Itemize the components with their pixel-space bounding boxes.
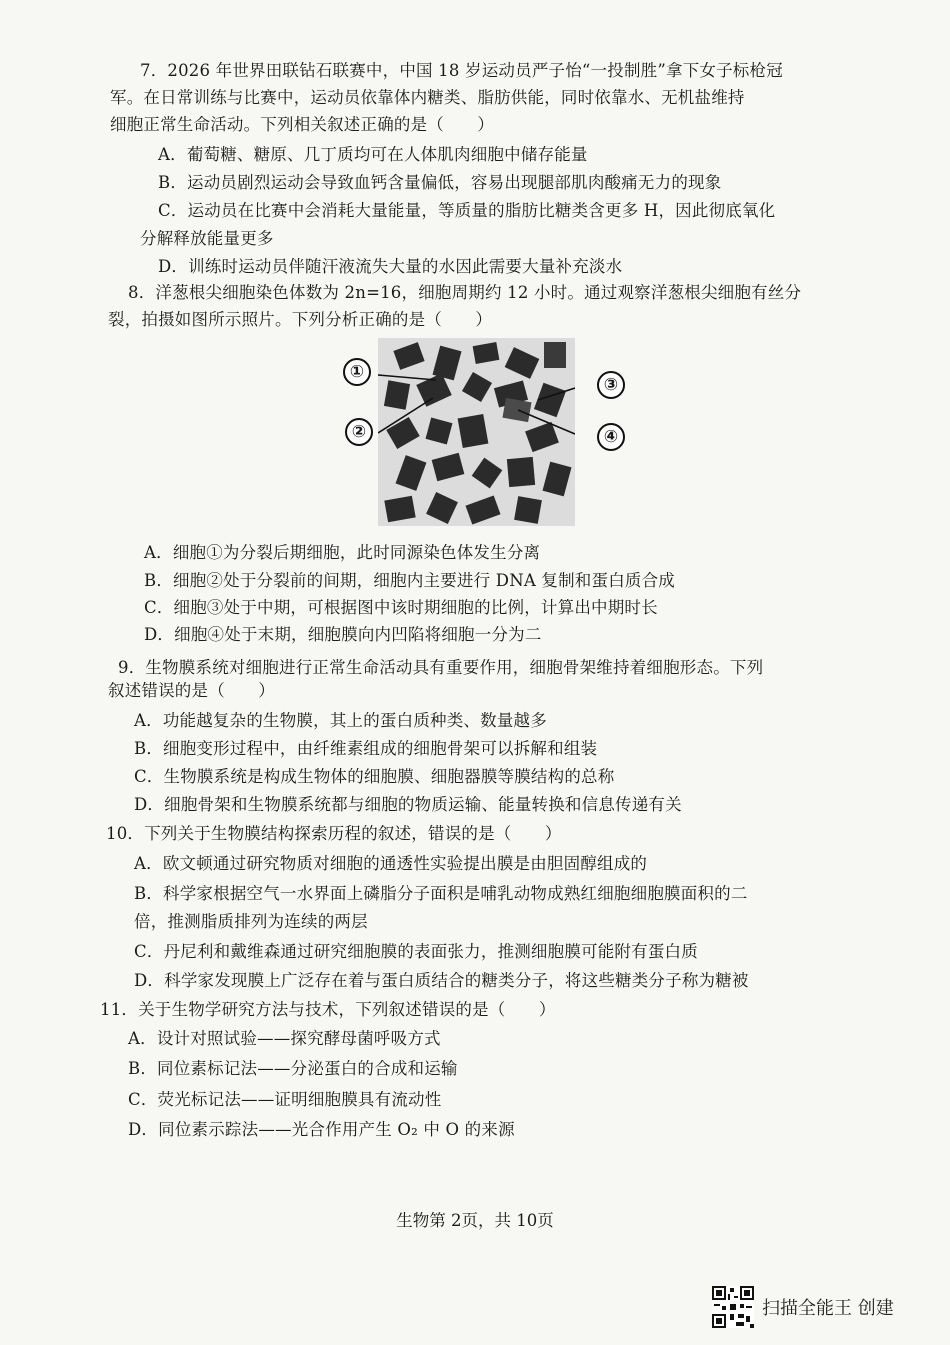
- q8-option-c: C．细胞③处于中期，可根据图中该时期细胞的比例，计算出中期时长: [144, 598, 658, 617]
- q7-option-c: C．运动员在比赛中会消耗大量能量，等质量的脂肪比糖类含更多 H，因此彻底氧化: [158, 201, 776, 220]
- q11-stem-line1: 11．关于生物学研究方法与技术，下列叙述错误的是（ ）: [100, 1000, 556, 1019]
- page-footer: 生物第 2页，共 10页: [396, 1211, 554, 1230]
- q7-option-b: B．运动员剧烈运动会导致血钙含量偏低，容易出现腿部肌肉酸痛无力的现象: [158, 173, 722, 192]
- q9-stem-line1: 9．生物膜系统对细胞进行正常生命活动具有重要作用，细胞骨架维持着细胞形态。下列: [118, 658, 764, 677]
- scanner-watermark: [712, 1287, 894, 1327]
- q9-option-a: A．功能越复杂的生物膜，其上的蛋白质种类、数量越多: [134, 711, 547, 730]
- q8-stem-line1: 8．洋葱根尖细胞染色体数为 2n=16，细胞周期约 12 小时。通过观察洋葱根尖细胞有丝分: [128, 283, 802, 302]
- q7-stem-line2: 军。在日常训练与比赛中，运动员依靠体内糖类、脂肪供能，同时依靠水、无机盐维持: [110, 88, 745, 107]
- q10-option-c: C．丹尼利和戴维森通过研究细胞膜的表面张力，推测细胞膜可能附有蛋白质: [134, 942, 698, 961]
- q10-stem-line1: 10．下列关于生物膜结构探索历程的叙述，错误的是（ ）: [106, 824, 562, 843]
- q7-option-c-cont: 分解释放能量更多: [140, 229, 274, 248]
- q11-option-b: B．同位素标记法——分泌蛋白的合成和运输: [128, 1059, 458, 1078]
- q10-option-d: D．科学家发现膜上广泛存在着与蛋白质结合的糖类分子，将这些糖类分子称为糖被: [134, 971, 749, 990]
- q7-stem-line3: 细胞正常生命活动。下列相关叙述正确的是（ ）: [110, 115, 495, 134]
- q11-option-c: C．荧光标记法——证明细胞膜具有流动性: [128, 1090, 442, 1109]
- q9-stem-line2: 叙述错误的是（ ）: [108, 681, 275, 700]
- q11-option-a: A．设计对照试验——探究酵母菌呼吸方式: [128, 1029, 441, 1048]
- onion-root-tip-micrograph: [378, 338, 575, 526]
- q9-option-d: D．细胞骨架和生物膜系统都与细胞的物质运输、能量转换和信息传递有关: [134, 795, 682, 814]
- label-cell-4: ④: [597, 423, 625, 451]
- q10-option-b: B．科学家根据空气一水界面上磷脂分子面积是哺乳动物成熟红细胞细胞膜面积的二: [134, 884, 748, 903]
- micrograph-image: [378, 338, 575, 526]
- q10-option-b-cont: 倍，推测脂质排列为连续的两层: [134, 912, 368, 931]
- q8-option-a: A．细胞①为分裂后期细胞，此时同源染色体发生分离: [144, 543, 541, 562]
- q9-option-c: C．生物膜系统是构成生物体的细胞膜、细胞器膜等膜结构的总称: [134, 767, 615, 786]
- q8-option-d: D．细胞④处于末期，细胞膜向内凹陷将细胞一分为二: [144, 625, 542, 644]
- label-cell-3: ③: [597, 371, 625, 399]
- q10-option-a: A．欧文顿通过研究物质对细胞的通透性实验提出膜是由胆固醇组成的: [134, 854, 648, 873]
- qr-code-icon: [712, 1286, 754, 1328]
- q7-stem-line1: 7．2026 年世界田联钻石联赛中，中国 18 岁运动员严子怡“一投制胜”拿下女子标枪冠: [140, 61, 783, 80]
- q9-option-b: B．细胞变形过程中，由纤维素组成的细胞骨架可以拆解和组装: [134, 739, 598, 758]
- watermark-text: 扫描全能王 创建: [762, 1298, 894, 1319]
- label-cell-1: ①: [343, 358, 371, 386]
- label-cell-2: ②: [345, 418, 373, 446]
- q8-stem-line2: 裂，拍摄如图所示照片。下列分析正确的是（ ）: [108, 310, 493, 329]
- q7-option-d: D．训练时运动员伴随汗液流失大量的水因此需要大量补充淡水: [158, 257, 623, 276]
- q8-option-b: B．细胞②处于分裂前的间期，细胞内主要进行 DNA 复制和蛋白质合成: [144, 571, 675, 590]
- q11-option-d: D．同位素示踪法——光合作用产生 O₂ 中 O 的来源: [128, 1120, 515, 1139]
- q7-option-a: A．葡萄糖、糖原、几丁质均可在人体肌肉细胞中储存能量: [158, 145, 588, 164]
